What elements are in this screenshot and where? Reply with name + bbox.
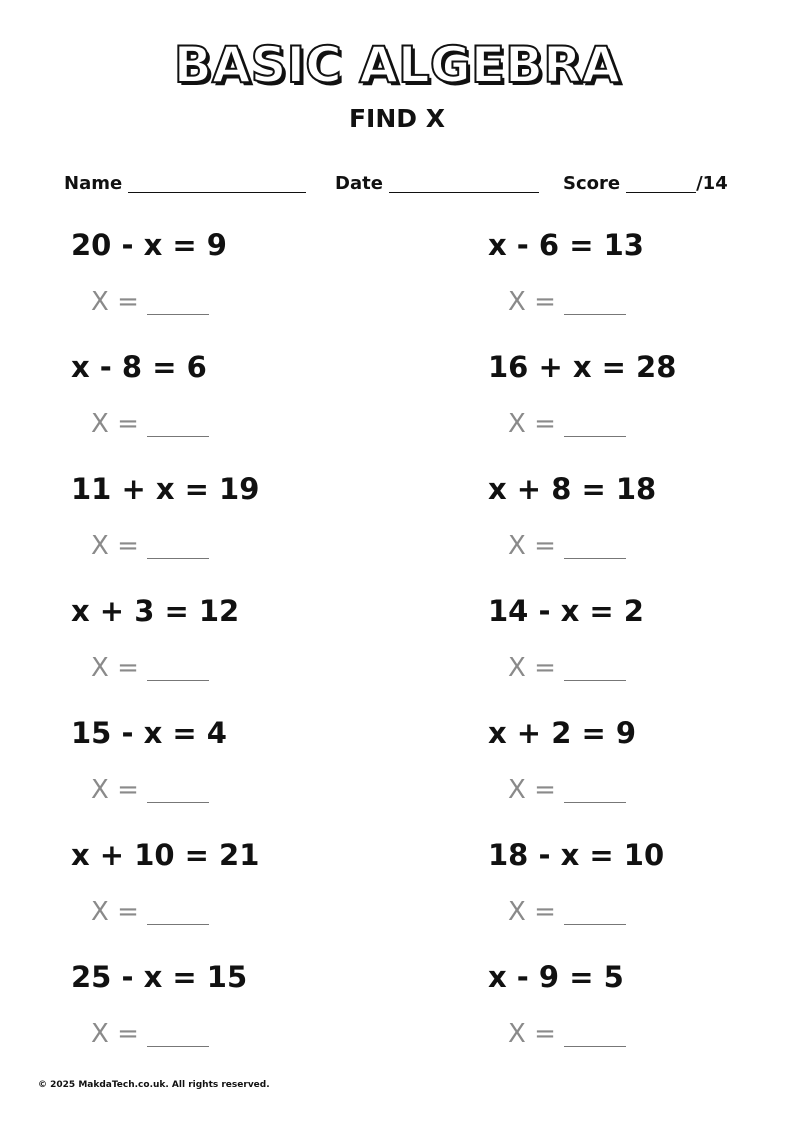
problem-right-6: 18 - x = 10 — [488, 838, 665, 872]
problem-left-1: 20 - x = 9 — [71, 228, 227, 262]
name-field[interactable] — [64, 174, 306, 193]
answer-prefix: X = — [508, 531, 556, 561]
answer-right-6[interactable] — [508, 899, 626, 925]
answer-blank[interactable] — [147, 416, 209, 437]
answer-prefix: X = — [91, 531, 139, 561]
problem-right-2: 16 + x = 28 — [488, 350, 677, 384]
answer-blank[interactable] — [147, 782, 209, 803]
date-field[interactable] — [335, 174, 539, 193]
problem-right-7: x - 9 = 5 — [488, 960, 624, 994]
answer-blank[interactable] — [564, 294, 626, 315]
answer-right-1[interactable] — [508, 289, 626, 315]
score-total: /14 — [696, 173, 728, 194]
problem-right-5: x + 2 = 9 — [488, 716, 637, 750]
answer-blank[interactable] — [147, 904, 209, 925]
answer-prefix: X = — [91, 653, 139, 683]
answer-blank[interactable] — [147, 660, 209, 681]
answer-blank[interactable] — [564, 416, 626, 437]
answer-blank[interactable] — [147, 294, 209, 315]
answer-left-5[interactable] — [91, 777, 209, 803]
answer-prefix: X = — [508, 409, 556, 439]
answer-prefix: X = — [508, 653, 556, 683]
answer-left-1[interactable] — [91, 289, 209, 315]
answer-right-5[interactable] — [508, 777, 626, 803]
answer-right-7[interactable] — [508, 1021, 626, 1047]
answer-blank[interactable] — [564, 660, 626, 681]
answer-right-2[interactable] — [508, 411, 626, 437]
date-line[interactable] — [389, 174, 539, 193]
answer-blank[interactable] — [564, 904, 626, 925]
answer-left-3[interactable] — [91, 533, 209, 559]
answer-blank[interactable] — [147, 538, 209, 559]
problem-left-6: x + 10 = 21 — [71, 838, 260, 872]
answer-prefix: X = — [91, 287, 139, 317]
answer-blank[interactable] — [147, 1026, 209, 1047]
answer-left-6[interactable] — [91, 899, 209, 925]
worksheet-subtitle: FIND X — [348, 104, 446, 133]
score-field[interactable] — [563, 174, 728, 193]
answer-prefix: X = — [91, 775, 139, 805]
answer-prefix: X = — [508, 287, 556, 317]
problem-left-3: 11 + x = 19 — [71, 472, 260, 506]
name-label: Name — [64, 173, 123, 194]
answer-blank[interactable] — [564, 538, 626, 559]
answer-prefix: X = — [508, 1019, 556, 1049]
score-line[interactable] — [626, 174, 696, 193]
answer-left-7[interactable] — [91, 1021, 209, 1047]
answer-blank[interactable] — [564, 1026, 626, 1047]
answer-prefix: X = — [91, 409, 139, 439]
problem-left-5: 15 - x = 4 — [71, 716, 227, 750]
answer-prefix: X = — [508, 775, 556, 805]
worksheet-title: BASIC ALGEBRA — [173, 36, 621, 94]
problem-right-1: x - 6 = 13 — [488, 228, 644, 262]
answer-blank[interactable] — [564, 782, 626, 803]
answer-right-3[interactable] — [508, 533, 626, 559]
answer-right-4[interactable] — [508, 655, 626, 681]
problem-right-4: 14 - x = 2 — [488, 594, 644, 628]
answer-prefix: X = — [91, 897, 139, 927]
name-line[interactable] — [128, 174, 306, 193]
problem-left-7: 25 - x = 15 — [71, 960, 248, 994]
score-label: Score — [563, 173, 621, 194]
answer-prefix: X = — [91, 1019, 139, 1049]
answer-prefix: X = — [508, 897, 556, 927]
problem-left-2: x - 8 = 6 — [71, 350, 207, 384]
copyright-footer: © 2025 MakdaTech.co.uk. All rights reserved. — [38, 1080, 270, 1090]
problem-right-3: x + 8 = 18 — [488, 472, 657, 506]
answer-left-2[interactable] — [91, 411, 209, 437]
answer-left-4[interactable] — [91, 655, 209, 681]
problem-left-4: x + 3 = 12 — [71, 594, 240, 628]
date-label: Date — [335, 173, 383, 194]
